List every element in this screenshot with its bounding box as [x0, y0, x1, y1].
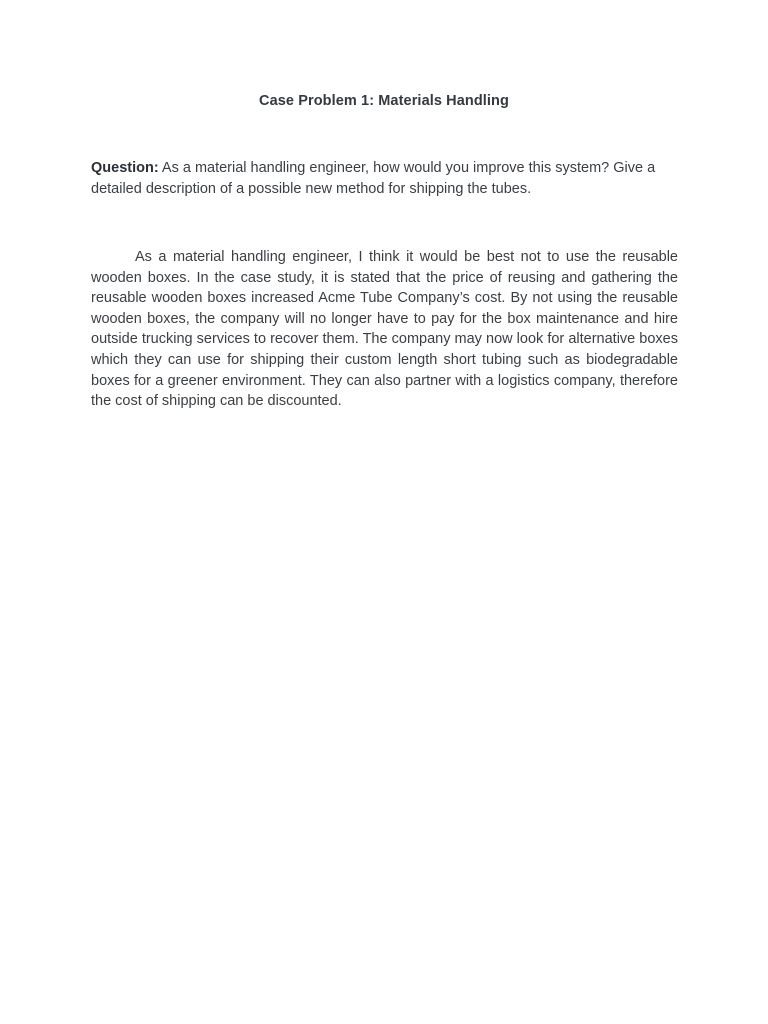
question-label: Question: [91, 160, 159, 176]
question-paragraph [91, 158, 681, 200]
question-text: As a material handling engineer, how would you improve this system? Give a detailed description of a possible new method for shipping the tubes. [91, 160, 656, 197]
answer-paragraph: As a material handling engineer, I think it would be best not to use the reusable wooden boxes. In the case study, it is stated that the price of reusing and gathering the reusable wooden boxes increased Acme Tube Company’s cost. By not using the reusable wooden boxes, the company will no longer have to pay for the box maintenance and hire outside trucking services to recover them. The company may now look for alternative boxes which they can use for shipping their custom length short tubing such as biodegradable boxes for a greener environment. They can also partner with a logistics company, therefore the cost of shipping can be discounted. [91, 249, 678, 410]
document-title: Case Problem 1: Materials Handling [259, 93, 509, 109]
